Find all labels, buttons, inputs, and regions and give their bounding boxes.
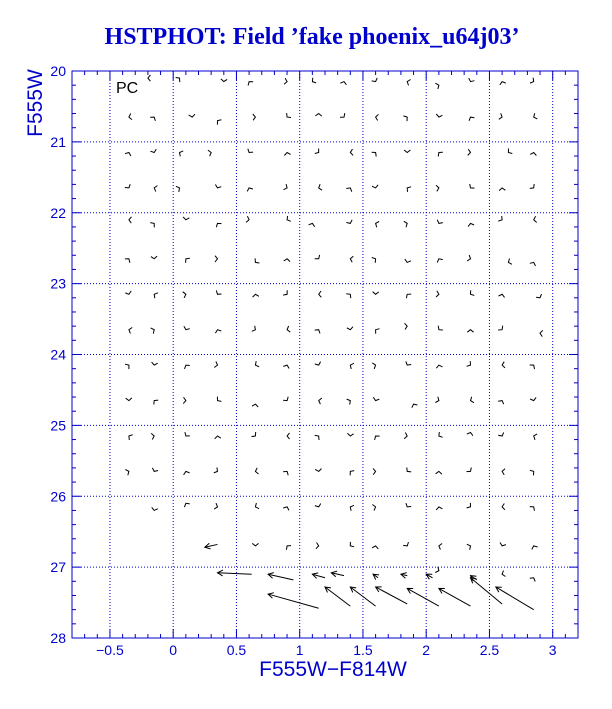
data-point: [376, 329, 380, 334]
y-tick-label: 21: [50, 133, 66, 150]
data-point: [315, 504, 321, 507]
data-point: [248, 149, 253, 153]
data-point: [372, 185, 378, 188]
data-point: [530, 184, 534, 188]
data-point: [534, 434, 537, 440]
data-point: [183, 397, 186, 403]
data-point: [215, 185, 221, 188]
data-point: [184, 503, 189, 507]
data-point: [125, 259, 130, 263]
data-point: [412, 404, 418, 408]
grid-lines: [72, 71, 578, 638]
x-axis-label: F555W−F814W: [259, 658, 407, 681]
data-point: [125, 470, 128, 476]
data-point: [436, 471, 442, 474]
data-point: [283, 397, 288, 401]
shift-vector: [376, 587, 408, 604]
data-point: [154, 400, 158, 404]
chart-title: HSTPHOT: Field ’fake phoenix_u64j03’: [104, 24, 520, 50]
data-point: [315, 362, 321, 366]
data-point: [315, 435, 319, 440]
data-point: [309, 223, 315, 226]
data-point: [129, 328, 132, 334]
data-point: [498, 216, 502, 221]
data-point: [405, 259, 411, 262]
data-point: [214, 362, 217, 368]
data-point: [467, 255, 470, 261]
data-point: [284, 259, 290, 262]
y-tick-label: 27: [50, 559, 66, 576]
data-point: [502, 469, 505, 475]
data-point: [404, 433, 407, 439]
data-point: [350, 505, 354, 511]
data-point: [319, 291, 322, 297]
y-tick-label: 26: [50, 488, 66, 505]
data-point: [530, 470, 534, 475]
data-point: [347, 433, 353, 436]
data-point: [255, 468, 258, 474]
data-point: [467, 330, 473, 333]
shift-vector: [325, 587, 350, 606]
x-tick-label: 0.5: [226, 642, 247, 658]
data-point: [284, 78, 287, 84]
data-point: [152, 507, 158, 510]
data-point: [350, 471, 354, 476]
data-point: [152, 362, 158, 365]
data-point: [534, 216, 537, 222]
data-point: [471, 397, 474, 403]
data-point: [499, 294, 505, 297]
data-point: [185, 365, 190, 369]
data-point: [406, 503, 411, 507]
data-point: [467, 361, 471, 366]
data-point: [350, 542, 354, 547]
data-point: [186, 258, 190, 263]
data-point: [372, 152, 377, 156]
data-point: [435, 397, 439, 403]
x-tick-label: 2.5: [479, 642, 500, 658]
data-point: [347, 327, 353, 330]
data-point: [284, 153, 290, 156]
data-point: [184, 471, 190, 474]
shift-vector: [407, 588, 439, 606]
data-point: [221, 79, 227, 82]
data-point: [247, 188, 253, 192]
data-point: [214, 503, 217, 509]
data-point: [217, 397, 221, 402]
data-point: [312, 78, 316, 83]
data-point: [498, 401, 504, 405]
data-point: [183, 217, 189, 220]
data-point: [216, 223, 221, 227]
data-point: [189, 114, 195, 117]
data-point: [208, 150, 211, 156]
data-point: [183, 292, 186, 298]
data-point: [350, 256, 353, 262]
data-point: [255, 361, 259, 367]
data-point: [376, 221, 380, 227]
data-point: [150, 149, 156, 152]
data-point: [315, 255, 320, 259]
data-point: [530, 78, 534, 83]
data-point: [502, 571, 505, 577]
data-point: [530, 262, 536, 266]
data-point: [287, 216, 291, 221]
data-point: [125, 364, 129, 369]
x-tick-label: 1: [295, 642, 304, 658]
data-point: [508, 149, 512, 154]
panel-label: PC: [116, 80, 139, 97]
data-point: [405, 323, 408, 329]
data-point: [154, 186, 157, 192]
data-point: [252, 326, 256, 332]
data-point: [498, 326, 503, 330]
data-point: [315, 469, 321, 472]
data-point: [372, 78, 378, 82]
data-point: [148, 75, 151, 81]
data-point: [319, 184, 322, 190]
data-point: [372, 258, 376, 263]
data-point: [467, 433, 473, 436]
data-point: [255, 503, 259, 509]
data-point: [283, 471, 288, 475]
data-point: [216, 290, 221, 294]
data-point: [469, 117, 474, 121]
data-point: [129, 114, 132, 120]
data-point: [316, 543, 319, 549]
data-point: [373, 292, 379, 295]
y-tick-label: 23: [50, 275, 66, 292]
data-point: [287, 326, 290, 332]
data-point: [253, 114, 256, 120]
data-point: [437, 220, 443, 224]
data-point: [286, 546, 291, 550]
data-point: [536, 294, 541, 298]
data-marks: [125, 75, 543, 610]
data-point: [253, 294, 259, 297]
data-point: [350, 363, 354, 369]
data-point: [214, 468, 218, 473]
data-point: [287, 113, 291, 117]
data-point: [180, 151, 184, 157]
data-point: [287, 433, 289, 439]
data-point: [252, 404, 258, 407]
shift-vector: [439, 588, 471, 606]
data-point: [500, 82, 506, 85]
data-point: [499, 113, 502, 119]
data-point: [176, 78, 180, 83]
data-point: [340, 82, 346, 85]
data-point: [315, 330, 320, 334]
data-point: [150, 223, 154, 228]
data-point: [315, 149, 319, 154]
y-tick-label: 25: [50, 417, 66, 434]
data-point: [372, 363, 375, 369]
data-point: [498, 432, 504, 436]
data-point: [376, 114, 379, 120]
data-point: [530, 397, 536, 400]
y-tick-label: 24: [50, 346, 66, 363]
data-point: [532, 546, 538, 550]
data-point: [404, 221, 407, 227]
data-point: [403, 542, 408, 546]
shift-vector: [217, 573, 251, 574]
data-point: [435, 567, 439, 573]
data-point: [215, 256, 218, 262]
data-point: [508, 259, 512, 265]
data-point: [373, 397, 379, 400]
data-point: [468, 149, 471, 155]
data-point: [530, 507, 535, 511]
data-point: [129, 217, 132, 223]
data-point: [151, 433, 154, 439]
data-point: [126, 398, 132, 401]
data-point: [467, 468, 472, 472]
data-point: [248, 82, 253, 86]
data-point: [435, 83, 439, 89]
data-point: [125, 153, 131, 157]
data-point: [534, 113, 538, 119]
y-tick-label: 20: [50, 63, 66, 79]
data-point: [407, 468, 411, 472]
data-point: [176, 186, 180, 192]
data-point: [151, 256, 157, 259]
data-point: [283, 507, 289, 511]
data-point: [406, 361, 411, 365]
x-tick-label: 3: [548, 642, 557, 658]
shift-vector: [470, 578, 502, 604]
data-point: [252, 543, 258, 546]
shift-vector: [268, 594, 319, 608]
data-point: [215, 436, 221, 439]
data-point: [151, 328, 155, 334]
data-point: [215, 330, 221, 333]
data-point: [217, 120, 221, 125]
data-point: [154, 293, 158, 298]
shift-vector: [350, 587, 375, 606]
data-point: [125, 184, 130, 188]
data-point: [255, 258, 259, 263]
x-tick-label: 0: [169, 642, 178, 658]
data-point: [150, 117, 155, 121]
y-tick-label: 28: [50, 630, 66, 646]
data-point: [340, 113, 345, 117]
data-point: [372, 505, 375, 511]
data-point: [436, 291, 439, 297]
x-tick-label: 1.5: [353, 642, 373, 658]
data-point: [540, 330, 543, 336]
data-point: [246, 216, 249, 222]
data-point: [315, 114, 321, 117]
data-point: [438, 326, 443, 330]
data-point: [283, 365, 289, 368]
data-point: [530, 153, 536, 156]
data-point: [436, 114, 442, 117]
data-point: [499, 188, 505, 191]
data-point: [346, 188, 352, 192]
data-point: [438, 152, 443, 156]
data-point: [530, 578, 535, 582]
data-point: [407, 80, 410, 86]
data-point: [470, 184, 475, 188]
data-point: [500, 543, 506, 546]
data-point: [436, 185, 439, 191]
data-point: [347, 399, 351, 404]
data-point: [467, 503, 471, 508]
data-point: [439, 544, 442, 550]
y-axis-label: F555W: [24, 69, 47, 137]
data-point: [185, 432, 190, 436]
data-point: [373, 468, 376, 474]
data-point: [404, 150, 410, 153]
x-tick-label: −0.5: [96, 642, 124, 658]
data-point: [372, 546, 378, 549]
y-tick-label: 22: [50, 204, 66, 221]
data-point: [471, 290, 475, 295]
data-point: [406, 294, 411, 298]
data-point: [152, 468, 158, 472]
data-point: [502, 362, 505, 368]
data-point: [252, 432, 256, 437]
data-point: [284, 184, 288, 190]
data-point: [436, 507, 442, 510]
data-point: [346, 220, 352, 224]
data-point: [346, 294, 351, 298]
data-point: [502, 504, 505, 510]
data-point: [468, 223, 474, 226]
x-tick-label: 2: [422, 642, 431, 658]
data-point: [439, 432, 443, 437]
data-point: [467, 544, 471, 550]
data-point: [319, 398, 322, 404]
data-point: [283, 290, 287, 295]
shift-vector: [496, 587, 534, 610]
data-point: [437, 259, 443, 263]
data-point: [530, 365, 535, 369]
data-point: [375, 436, 380, 440]
data-point: [129, 435, 133, 440]
data-point: [407, 187, 411, 192]
data-point: [469, 78, 475, 82]
data-point: [184, 326, 190, 330]
data-point: [436, 365, 442, 368]
data-point: [125, 291, 131, 294]
data-point: [403, 116, 407, 121]
data-point: [350, 149, 353, 155]
